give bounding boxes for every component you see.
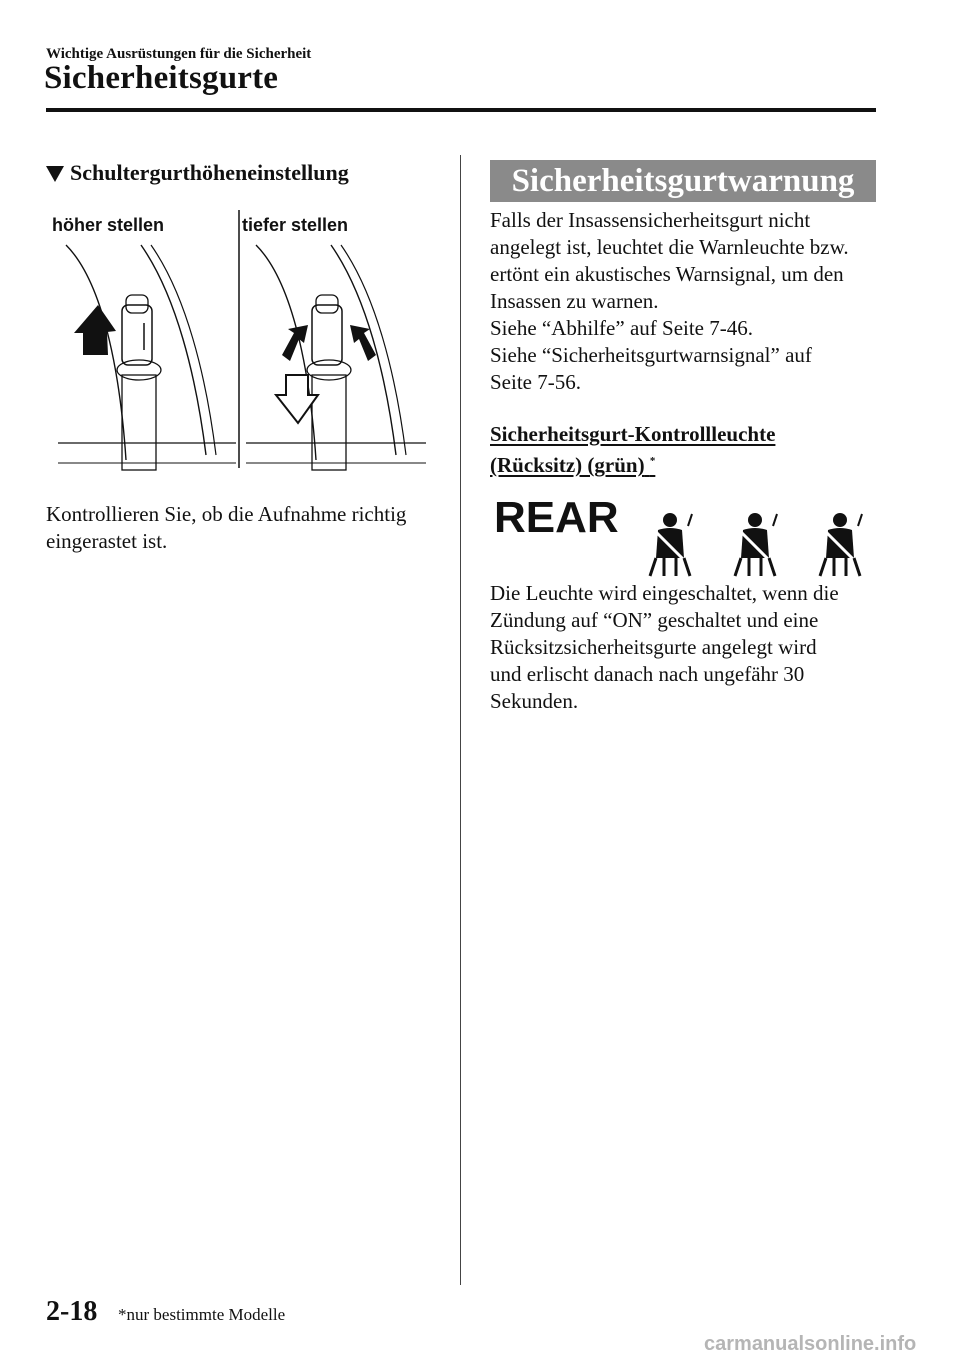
- rear-indicator-subheading: [490, 421, 775, 479]
- indicator-paragraph: [490, 580, 890, 715]
- text-line: Falls der Insassensicherheitsgurt nicht: [490, 208, 811, 232]
- rear-seatbelt-indicator: [490, 490, 880, 580]
- subheading-line: [490, 448, 775, 479]
- header-divider: [46, 108, 876, 112]
- text-line: angelegt ist, leuchtet die Warnleuchte bzw.: [490, 235, 849, 259]
- seatbelt-person-icon: [650, 513, 692, 576]
- reference-line: Siehe “Sicherheitsgurtwarnsignal” auf: [490, 343, 812, 367]
- seatbelt-warning-banner: Sicherheitsgurtwarnung: [490, 160, 876, 202]
- text-line: ertönt ein akustisches Warnsignal, um den: [490, 262, 844, 286]
- triangle-bullet-icon: [46, 166, 64, 182]
- label-lower: tiefer stellen: [242, 215, 349, 235]
- section-heading-shoulder-height: [46, 160, 349, 186]
- shoulder-belt-illustration: [46, 205, 436, 480]
- section-header: Wichtige Ausrüstungen für die Sicherheit: [46, 46, 312, 62]
- column-divider: [460, 155, 461, 1285]
- subheading-line: Sicherheitsgurt-Kontrollleuchte: [490, 422, 776, 446]
- text-line: Rücksitzsicherheitsgurte angelegt wird: [490, 635, 817, 659]
- warning-paragraph: [490, 207, 890, 396]
- footnote-mark: *: [649, 455, 656, 467]
- seatbelt-person-icon: [820, 513, 862, 576]
- text-line: Die Leuchte wird eingeschaltet, wenn die: [490, 581, 839, 605]
- text-line: Insassen zu warnen.: [490, 289, 659, 313]
- reference-line: Siehe “Abhilfe” auf Seite 7-46.: [490, 316, 753, 340]
- adjuster-check-paragraph: Kontrollieren Sie, ob die Aufnahme richtig eingerastet ist.: [46, 502, 407, 553]
- rear-indicator-graphic: [490, 490, 880, 580]
- text-line: und erlischt danach nach ungefähr 30: [490, 662, 805, 686]
- text-line: Sekunden.: [490, 689, 579, 713]
- text-line: Zündung auf “ON” geschaltet und eine: [490, 608, 819, 632]
- footnote: *nur bestimmte Modelle: [118, 1305, 286, 1324]
- belt-adjuster-drawing: [46, 205, 436, 480]
- seatbelt-person-icon: [735, 513, 777, 576]
- watermark-link[interactable]: carmanualsonline.info: [704, 1333, 917, 1355]
- page-title: Sicherheitsgurte: [44, 60, 279, 96]
- subheading-text: (Rücksitz) (grün): [490, 453, 645, 477]
- reference-line: Seite 7-56.: [490, 370, 581, 394]
- label-raise: höher stellen: [52, 215, 165, 235]
- page-number: 2-18: [46, 1296, 98, 1327]
- rear-label: REAR: [494, 493, 619, 542]
- section-heading-text: Schultergurthöheneinstellung: [70, 160, 349, 185]
